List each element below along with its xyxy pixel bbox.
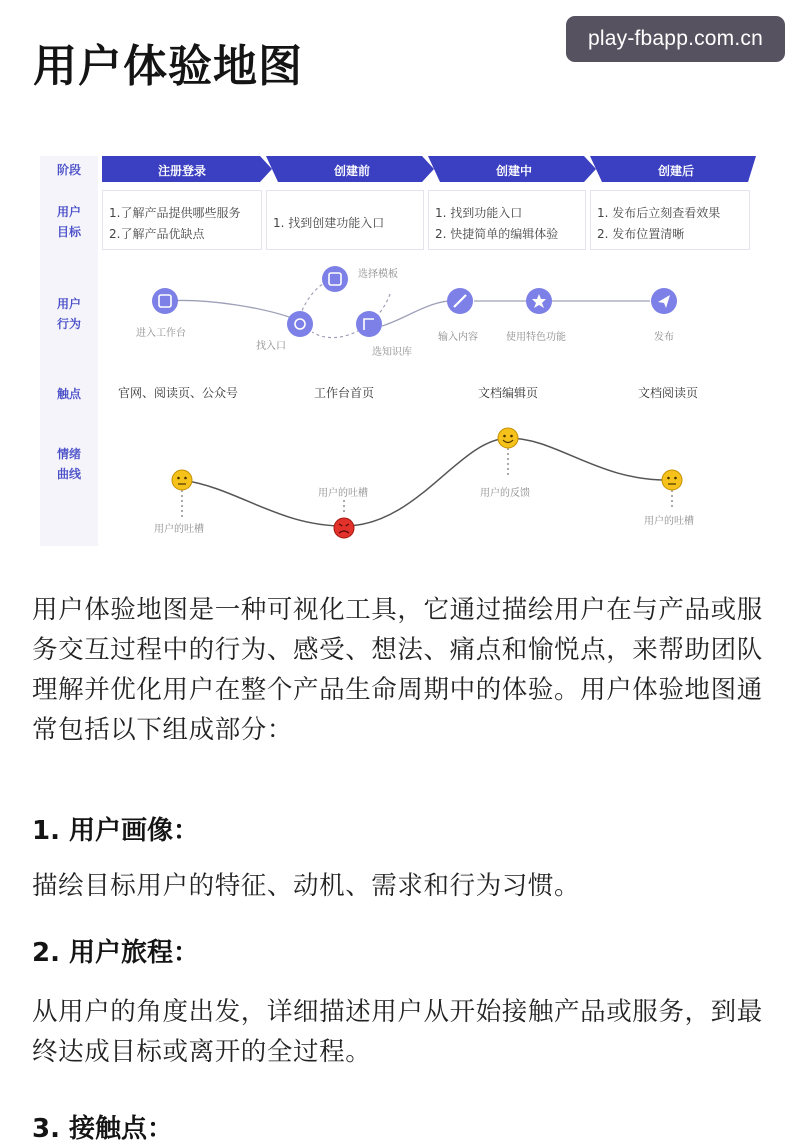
section-heading-persona: 1. 用户画像： bbox=[32, 816, 200, 846]
touchpoint-3: 文档编辑页 bbox=[478, 386, 539, 400]
emotion-curve bbox=[182, 438, 672, 526]
row-label-touchpoint: 触点 bbox=[56, 387, 81, 401]
node-enter-workbench bbox=[152, 288, 178, 314]
touchpoint-1: 官网、阅读页、公众号 bbox=[118, 386, 239, 400]
touchpoint-2: 工作台首页 bbox=[314, 386, 375, 400]
goal-box-creating bbox=[428, 190, 586, 250]
goal-item: 1. 找到创建功能入口 bbox=[273, 216, 385, 230]
row-label-goal-line2: 目标 bbox=[56, 225, 81, 239]
happy-face-icon bbox=[498, 428, 518, 448]
row-label-behavior-line2: 行为 bbox=[56, 317, 81, 331]
goal-item: 2. 发布位置清晰 bbox=[597, 227, 685, 241]
behavior-label-use-features: 使用特色功能 bbox=[506, 332, 566, 343]
goal-box-after-create bbox=[590, 190, 750, 250]
emotion-label-complaint-2: 用户的吐槽 bbox=[318, 488, 368, 499]
node-find-entry bbox=[287, 311, 313, 337]
neutral-face-icon-2 bbox=[662, 470, 682, 490]
behavior-label-input-content: 输入内容 bbox=[438, 332, 478, 343]
goal-box-before-create bbox=[266, 190, 424, 250]
intro-paragraph: 用户体验地图是一种可视化工具，它通过描绘用户在与产品或服务交互过程中的行为、感受、想法、痛点和愉悦点，来帮助团队理解并优化用户在整个产品生命周期中的体验。用户体验地图通常包括以下组成部分： bbox=[32, 595, 763, 745]
stage-label-creating: 创建中 bbox=[495, 164, 532, 178]
intro-paragraph-block bbox=[32, 590, 772, 750]
goal-item: 1.了解产品提供哪些服务 bbox=[109, 206, 241, 220]
behavior-label-find-entry: 找入口 bbox=[256, 341, 286, 352]
stage-label-register: 注册登录 bbox=[157, 164, 206, 178]
node-select-template bbox=[322, 266, 348, 292]
goal-box-register bbox=[102, 190, 262, 250]
goal-item: 2. 快捷简单的编辑体验 bbox=[435, 227, 559, 241]
emotion-label-complaint-3: 用户的吐槽 bbox=[644, 516, 694, 527]
section-body-journey: 从用户的角度出发，详细描述用户从开始接触产品或服务，到最终达成目标或离开的全过程。 bbox=[32, 997, 763, 1067]
row-label-behavior-line1: 用户 bbox=[56, 297, 81, 311]
stage-label-before-create: 创建前 bbox=[333, 164, 370, 178]
goal-item: 1. 发布后立刻查看效果 bbox=[597, 206, 721, 220]
section-heading-journey: 2. 用户旅程： bbox=[32, 938, 200, 968]
behavior-label-publish: 发布 bbox=[654, 332, 674, 343]
emotion-label-feedback: 用户的反馈 bbox=[480, 488, 530, 499]
behavior-label-enter-workbench: 进入工作台 bbox=[136, 328, 186, 339]
journey-map-figure bbox=[38, 148, 760, 550]
row-label-emotion-line2: 曲线 bbox=[56, 467, 81, 481]
neutral-face-icon-1 bbox=[172, 470, 192, 490]
watermark-badge: play-fbapp.com.cn bbox=[566, 16, 785, 62]
goal-item: 2.了解产品优缺点 bbox=[109, 227, 205, 241]
touchpoint-4: 文档阅读页 bbox=[638, 386, 699, 400]
goal-item: 1. 找到功能入口 bbox=[435, 206, 523, 220]
row-label-stage: 阶段 bbox=[56, 163, 81, 177]
row-label-emotion-line1: 情绪 bbox=[56, 447, 81, 461]
row-label-behavior bbox=[42, 294, 96, 334]
section-body-persona: 描绘目标用户的特征、动机、需求和行为习惯。 bbox=[32, 871, 581, 901]
row-label-goal bbox=[42, 202, 96, 242]
behavior-label-select-template: 选择模板 bbox=[358, 269, 398, 280]
node-notice bbox=[356, 311, 382, 337]
section-heading-touchpoint: 3. 接触点： bbox=[32, 1114, 174, 1144]
row-label-goal-line1: 用户 bbox=[56, 205, 81, 219]
angry-face-icon bbox=[334, 518, 354, 538]
behavior-label-notice: 选知识库 bbox=[372, 347, 412, 358]
emotion-label-complaint-1: 用户的吐槽 bbox=[154, 524, 204, 535]
page-title: 用户体验地图 bbox=[33, 41, 303, 92]
row-label-emotion bbox=[42, 444, 96, 484]
behavior-row-bg bbox=[102, 260, 758, 370]
stage-label-after-create: 创建后 bbox=[657, 164, 694, 178]
